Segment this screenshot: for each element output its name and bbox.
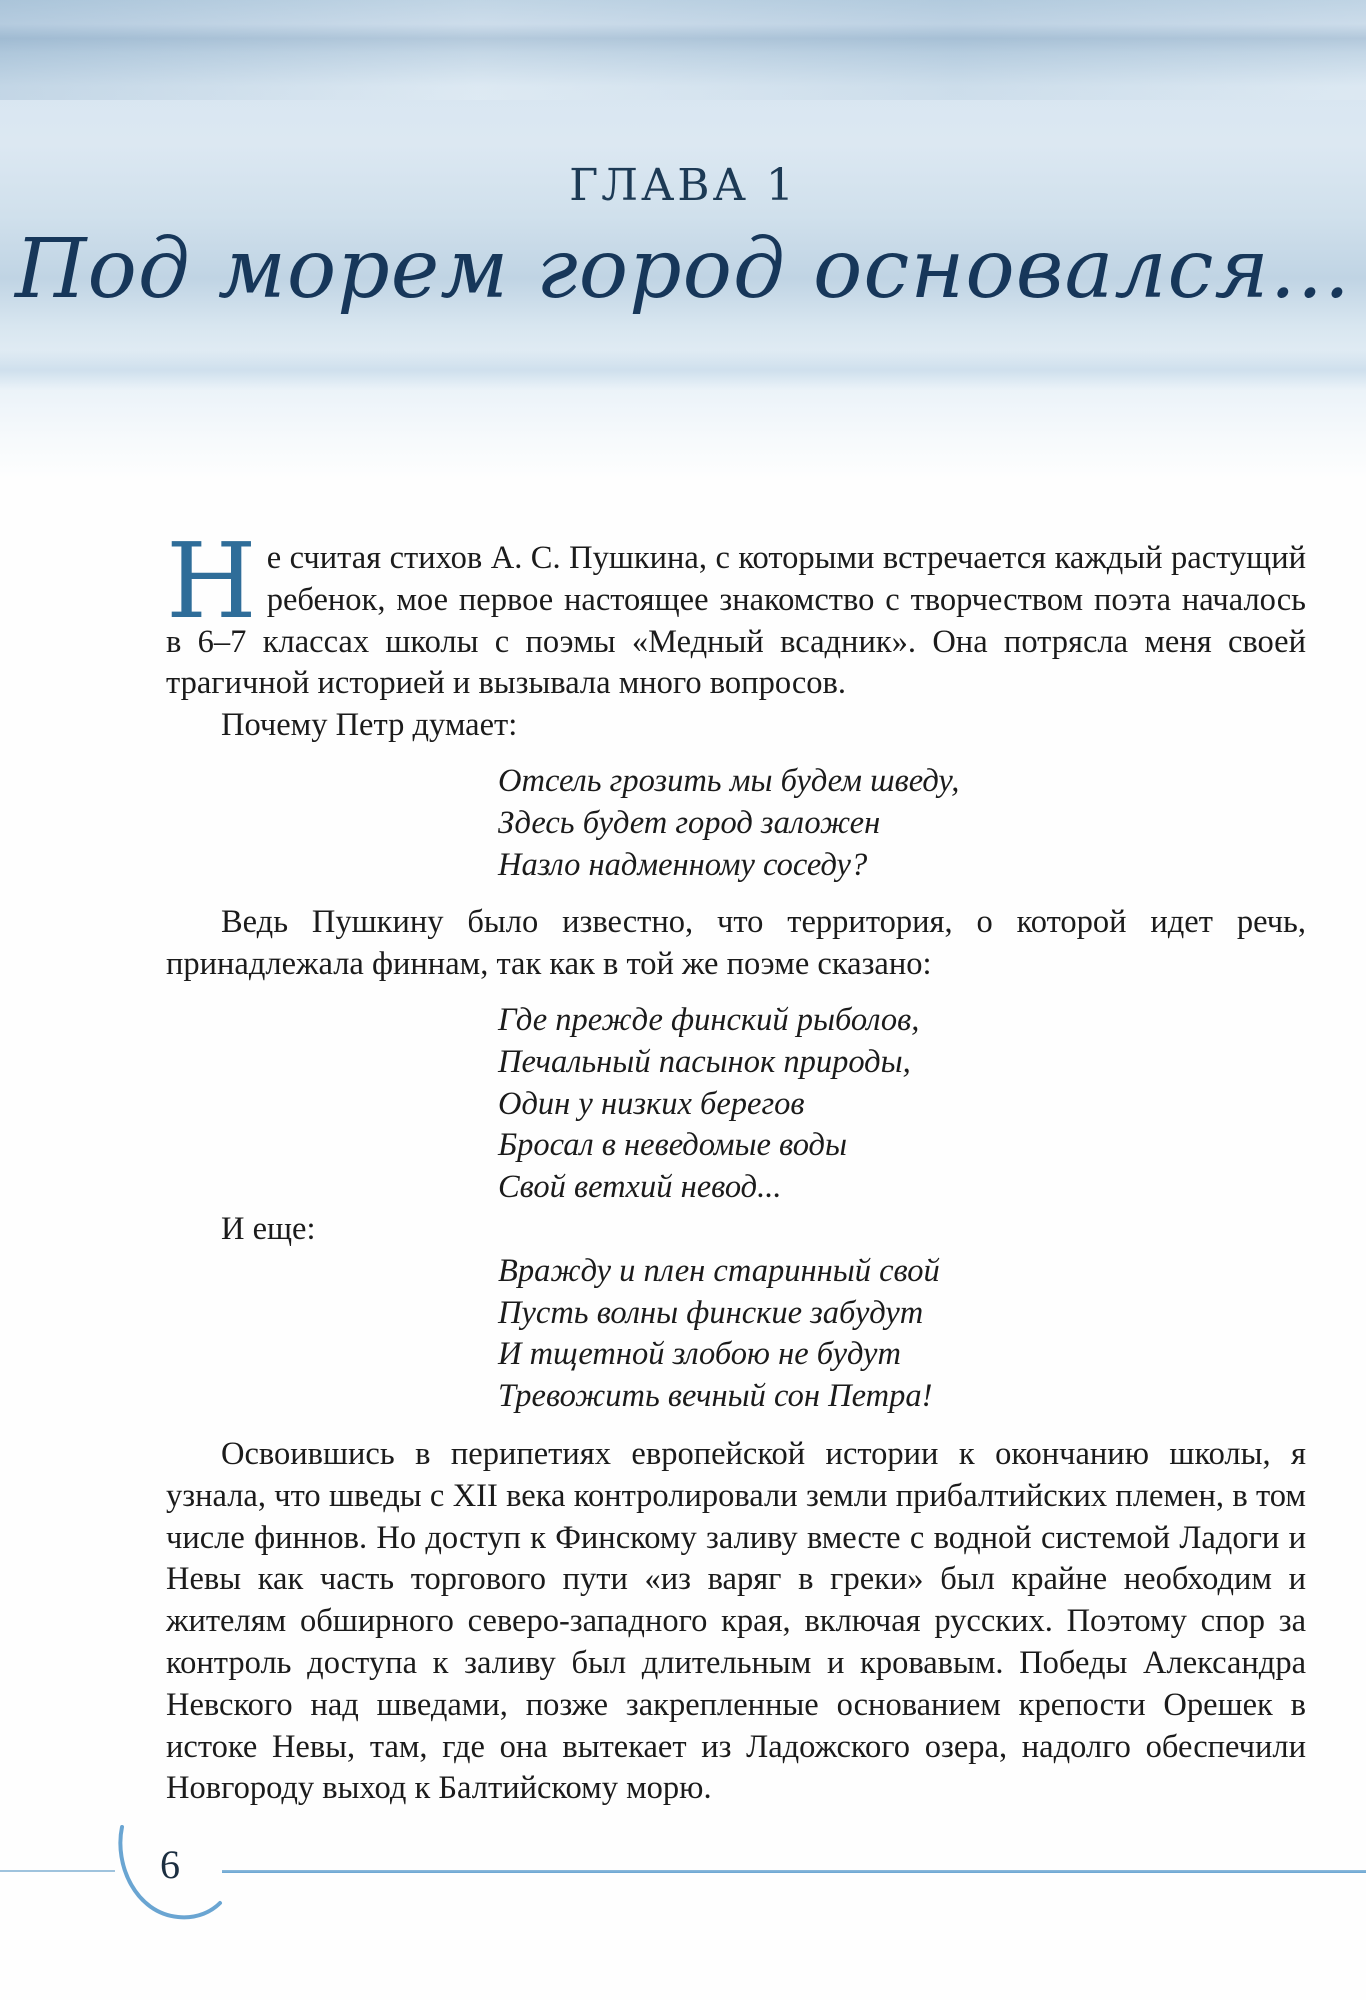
- verse-2: [498, 1000, 1306, 1209]
- paragraph-5: Освоившись в перипетиях европейской истории к окончанию школы, я узнала, что шведы с XII века контролировали земли прибалтийских племен, в том числе финнов. Но доступ к Финскому заливу вместе с водной системой Ладоги и Невы как часть торгового пути «из варяг в греки» был крайне необходим и жителям обширного северо-западного края, включая русских. Поэтому спор за контроль доступа к заливу был длительным и кровавым. Победы Александра Невского над шведами, позже закрепленные основанием крепости Орешек в истоке Невы, там, где она вытекает из Ладожского озера, надолго обеспечили Новгороду выход к Балтийскому морю.: [166, 1435, 1306, 1807]
- verse-line: Назло надменному соседу?: [498, 846, 868, 883]
- verse-3: [498, 1251, 1306, 1418]
- verse-line: Здесь будет город заложен: [498, 804, 881, 841]
- chapter-text: [166, 520, 1306, 1810]
- chapter-title: Под морем город основался...: [15, 222, 1351, 317]
- verse-line: Тревожить вечный сон Петра!: [498, 1378, 933, 1415]
- paragraph-1-text: е считая стихов А. С. Пушкина, с которыми встречается каждый растущий ребенок, мое первое настоящее знакомство с творчеством поэта началось в 6–7 классах школы с поэмы «Медный всадник». Она потрясла меня своей трагичной историей и вызывала много вопросов.: [166, 540, 1306, 702]
- footer-rule-right: [222, 1870, 1366, 1873]
- paragraph-3: Ведь Пушкину было известно, что территория, о которой идет речь, принадлежала финнам, так как в той же поэме сказано:: [166, 904, 1306, 983]
- page-footer: [0, 1825, 1366, 1935]
- page-number: 6: [160, 1842, 180, 1887]
- footer-rule-left: [0, 1870, 115, 1872]
- paragraph-4: И еще:: [221, 1210, 316, 1247]
- verse-line: И тщетной злобою не будут: [498, 1336, 901, 1373]
- verse-1: [498, 761, 1306, 886]
- paragraph-2: Почему Петр думает:: [221, 707, 518, 744]
- verse-line: Свой ветхий невод...: [498, 1169, 782, 1206]
- verse-line: Отсель грозить мы будем шведу,: [498, 762, 960, 799]
- verse-line: Пусть волны финские забудут: [498, 1294, 924, 1331]
- verse-line: Бросал в неведомые воды: [498, 1127, 848, 1164]
- paragraph-1: [166, 520, 1306, 705]
- chapter-label: ГЛАВА 1: [569, 160, 797, 211]
- verse-line: Где прежде финский рыболов,: [498, 1001, 920, 1038]
- verse-line: Печальный пасынок природы,: [498, 1043, 911, 1080]
- drop-cap: Н: [166, 520, 257, 642]
- verse-line: Один у низких берегов: [498, 1085, 805, 1122]
- verse-line: Вражду и плен старинный свой: [498, 1252, 940, 1289]
